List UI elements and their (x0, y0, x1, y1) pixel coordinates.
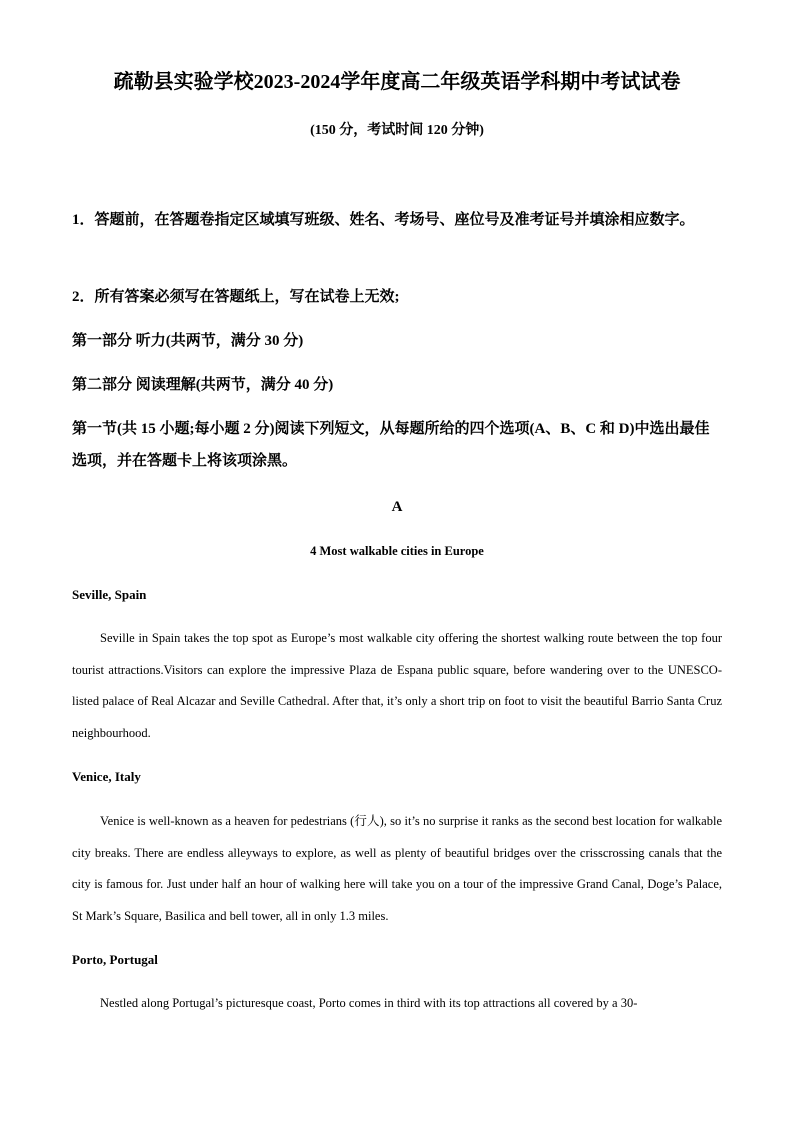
city-paragraph-venice: Venice is well-known as a heaven for pedestrians (行人), so it’s no surprise it ranks as the second best location for walkable city breaks. There are endless alleyways to explore, as well as plenty of beautiful bridges over the crisscrossing canals that the city is famous for. Just under half an hour of walking here will take you on a tour of the impressive Grand Canal, Doge’s Palace, St Mark’s Square, Basilica and bell tower, all in only 1.3 miles. (72, 814, 722, 923)
exam-subtitle: (150 分，考试时间 120 分钟) (310, 123, 484, 138)
exam-title: 疏勒县实验学校2023-2024学年度高二年级英语学科期中考试试卷 (113, 71, 681, 93)
section-1-instruction: 第一节(共 15 小题;每小题 2 分)阅读下列短文，从每题所给的四个选项(A、B、C 和 D)中选出最佳选项，并在答题卡上将该项涂黑。 (72, 421, 710, 469)
city-heading-venice: Venice, Italy (72, 769, 141, 784)
city-heading-seville: Seville, Spain (72, 587, 147, 602)
part-1-heading: 第一部分 听力(共两节，满分 30 分) (72, 333, 304, 349)
city-paragraph-seville: Seville in Spain takes the top spot as Europe’s most walkable city offering the shortest walking route between the top four tourist attractions.Visitors can explore the impressive Plaza de Espana public square, before wandering over to the UNESCO-listed palace of Real Alcazar and Seville Cathedral. After that, it’s only a short trip on foot to visit the beautiful Barrio Santa Cruz neighbourhood. (72, 631, 722, 740)
passage-label: A (391, 499, 403, 515)
part-2-heading: 第二部分 阅读理解(共两节，满分 40 分) (72, 377, 334, 393)
city-heading-porto: Porto, Portugal (72, 952, 158, 967)
passage-title: 4 Most walkable cities in Europe (310, 544, 484, 558)
city-paragraph-porto: Nestled along Portugal’s picturesque coast, Porto comes in third with its top attractions all covered by a 30- (100, 996, 638, 1010)
instruction-1: 1．答题前，在答题卷指定区域填写班级、姓名、考场号、座位号及准考证号并填涂相应数字。 (72, 212, 695, 228)
instruction-2: 2．所有答案必须写在答题纸上，写在试卷上无效; (72, 289, 400, 305)
